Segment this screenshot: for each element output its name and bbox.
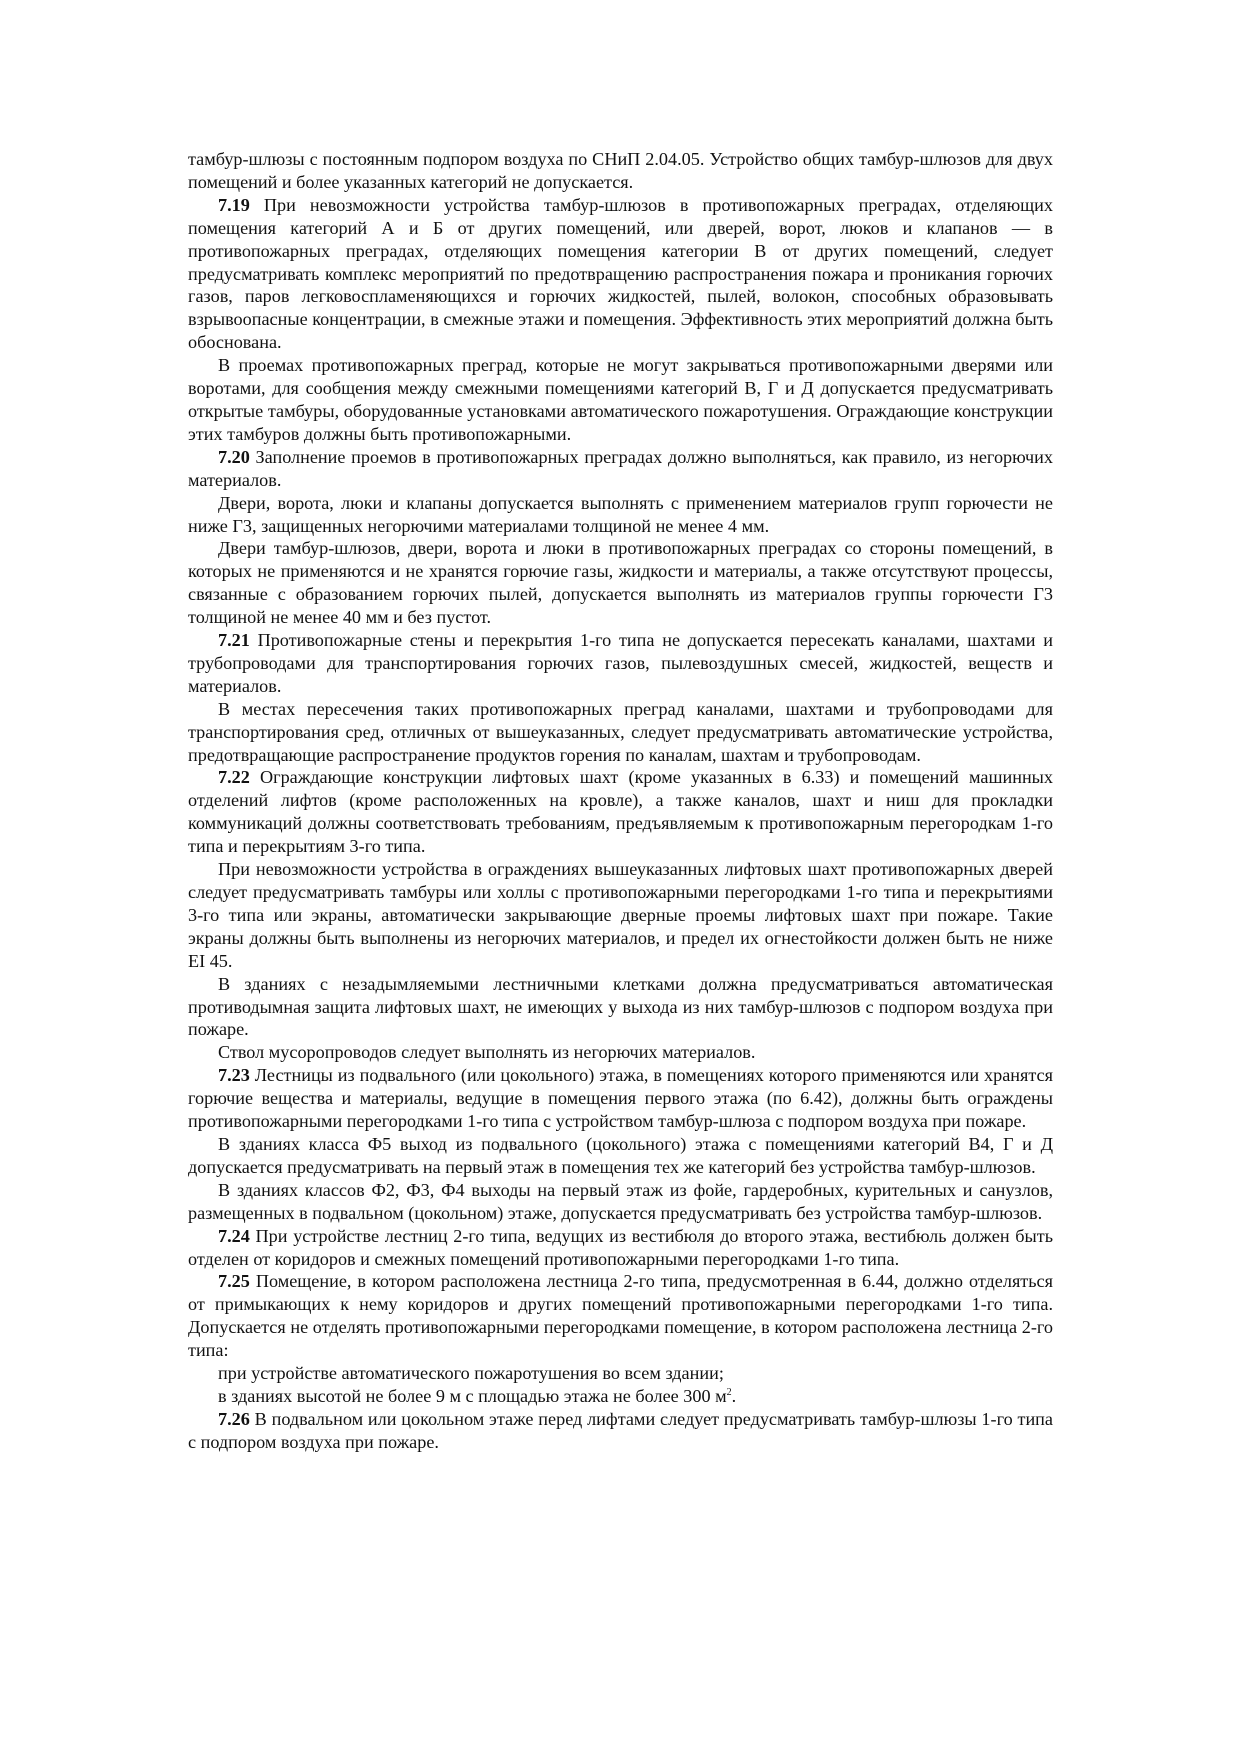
clause-7-19 [188, 194, 1053, 354]
paragraph-text: При устройстве лестниц 2-го типа, ведущих из вестибюля до второго этажа, вестибюль должен быть отделен от коридоров и смежных помещений противопожарными перегородками 1-го типа. [188, 1225, 1053, 1269]
paragraph-text: В зданиях классов Ф2, Ф3, Ф4 выходы на первый этаж из фойе, гардеробных, курительных и санузлов, размещенных в подвальном (цокольном) этаже, допускается предусматривать без устройства тамбур-шлюзов. [188, 1179, 1053, 1223]
paragraph-text: тамбур-шлюзы с постоянным подпором воздуха по СНиП 2.04.05. Устройство общих тамбур-шлюзов для двух помещений и более указанных категорий не допускается. [188, 149, 1053, 192]
paragraph-text: Двери тамбур-шлюзов, двери, ворота и люки в противопожарных преградах со стороны помещений, в которых не применяются и не хранятся горючие газы, жидкости и материалы, а также отсутствуют процессы, связанные с образованием горючих пылей, допускается выполнять из материалов группы горючести Г3 толщиной не менее 40 мм и без пустот. [188, 538, 1053, 628]
list-item [188, 1385, 1053, 1408]
clause-7-24 [188, 1225, 1053, 1271]
paragraph-text: Противопожарные стены и перекрытия 1-го типа не допускается пересекать каналами, шахтами и трубопроводами для транспортирования горючих газов, пылевоздушных смесей, жидкостей, веществ и материалов. [188, 630, 1053, 696]
paragraph-text: В зданиях класса Ф5 выход из подвального (цокольного) этажа с помещениями категорий В4, Г и Д допускается предусматривать на первый этаж в помещения тех же категорий без устройства тамбур-шлюзов. [188, 1133, 1053, 1177]
paragraph-text: В подвальном или цокольном этаже перед лифтами следует предусматривать тамбур-шлюзы 1-го типа с подпором воздуха при пожаре. [188, 1408, 1053, 1452]
superscript: 2 [726, 1386, 732, 1398]
clause-number: 7.25 [218, 1271, 250, 1292]
paragraph [188, 354, 1053, 446]
paragraph-text: при устройстве автоматического пожаротушения во всем здании; [218, 1363, 724, 1384]
paragraph [188, 537, 1053, 629]
clause-number: 7.22 [218, 767, 250, 788]
paragraph [188, 492, 1053, 538]
clause-number: 7.23 [218, 1065, 250, 1086]
paragraph-text: Двери, ворота, люки и клапаны допускается выполнять с применением материалов групп горючести не ниже Г3, защищенных негорючими материалами толщиной не менее 4 мм. [188, 492, 1053, 536]
paragraph-text: Ограждающие конструкции лифтовых шахт (кроме указанных в 6.33) и помещений машинных отделений лифтов (кроме расположенных на кровле), а также каналов, шахт и ниш для прокладки коммуникаций должны соответствовать требованиям, предъявляемым к противопожарным перегородкам 1-го типа и перекрытиям 3-го типа. [188, 767, 1053, 857]
clause-7-21 [188, 629, 1053, 698]
paragraph-text: При невозможности устройства в ограждениях вышеуказанных лифтовых шахт противопожарных дверей следует предусматривать тамбуры или холлы с противопожарными перегородками 1-го типа и перекрытиями 3-го типа или экраны, автоматически закрывающие дверные проемы лифтовых шахт при пожаре. Такие экраны должны быть выполнены из негорючих материалов, и предел их огнестойкости должен быть не ниже EI 45. [188, 859, 1053, 971]
clause-7-25 [188, 1270, 1053, 1362]
clause-7-20 [188, 446, 1053, 492]
paragraph-text: в зданиях высотой не более 9 м с площадью этажа не более 300 м [218, 1385, 727, 1406]
clause-number: 7.19 [218, 194, 250, 215]
paragraph [188, 858, 1053, 973]
paragraph [188, 973, 1053, 1042]
clause-number: 7.26 [218, 1408, 250, 1429]
clause-7-22 [188, 766, 1053, 858]
clause-number: 7.20 [218, 446, 250, 467]
paragraph-text: В местах пересечения таких противопожарных преград каналами, шахтами и трубопроводами для транспортирования сред, отличных от вышеуказанных, следует предусматривать автоматические устройства, предотвращающие распространение продуктов горения по каналам, шахтам и трубопроводам. [188, 698, 1053, 765]
paragraph [188, 1133, 1053, 1179]
clause-7-26 [188, 1408, 1053, 1454]
clause-7-23 [188, 1064, 1053, 1133]
paragraph-tail: . [731, 1385, 737, 1406]
clause-number: 7.24 [218, 1225, 250, 1246]
paragraph-text: Помещение, в котором расположена лестница 2-го типа, предусмотренная в 6.44, должно отделяться от примыкающих к нему коридоров и других помещений противопожарными перегородками 1-го типа. Допускается не отделять противопожарными перегородками помещение, в котором расположена лестница 2-го типа: [188, 1271, 1053, 1361]
document-page [188, 148, 1053, 1454]
paragraph-text: В проемах противопожарных преград, которые не могут закрываться противопожарными дверями или воротами, для сообщения между смежными помещениями категорий В, Г и Д допускается предусматривать открытые тамбуры, оборудованные установками автоматического пожаротушения. Ограждающие конструкции этих тамбуров должны быть противопожарными. [188, 355, 1053, 444]
paragraph-text: Заполнение проемов в противопожарных преградах должно выполняться, как правило, из негорючих материалов. [188, 446, 1053, 490]
paragraph-text: В зданиях с незадымляемыми лестничными клетками должна предусматриваться автоматическая противодымная защита лифтовых шахт, не имеющих у выхода из них тамбур-шлюзов с подпором воздуха при пожаре. [188, 973, 1053, 1040]
paragraph-text: Ствол мусоропроводов следует выполнять из негорючих материалов. [218, 1042, 756, 1063]
paragraph [188, 1179, 1053, 1225]
clause-number: 7.21 [218, 630, 250, 651]
list-item [188, 1362, 1053, 1385]
paragraph-text: При невозможности устройства тамбур-шлюзов в противопожарных преградах, отделяющих помещения категорий А и Б от других помещений, или дверей, ворот, люков и клапанов — в противопожарных преградах, отделяющих помещения категории В от других помещений, следует предусматривать комплекс мероприятий по предотвращению распространения пожара и проникания горючих газов, паров легковоспламеняющихся и горючих жидкостей, пылей, волокон, способных образовывать взрывоопасные концентрации, в смежные этажи и помещения. Эффективность этих мероприятий должна быть обоснована. [188, 194, 1053, 353]
paragraph-continuation [188, 148, 1053, 194]
paragraph-text: Лестницы из подвального (или цокольного) этажа, в помещениях которого применяются или хранятся горючие вещества и материалы, ведущие в помещения первого этажа (по 6.42), должны быть ограждены противопожарными перегородками 1-го типа с устройством тамбур-шлюза с подпором воздуха при пожаре. [188, 1065, 1053, 1132]
paragraph [188, 1041, 1053, 1064]
paragraph [188, 698, 1053, 767]
